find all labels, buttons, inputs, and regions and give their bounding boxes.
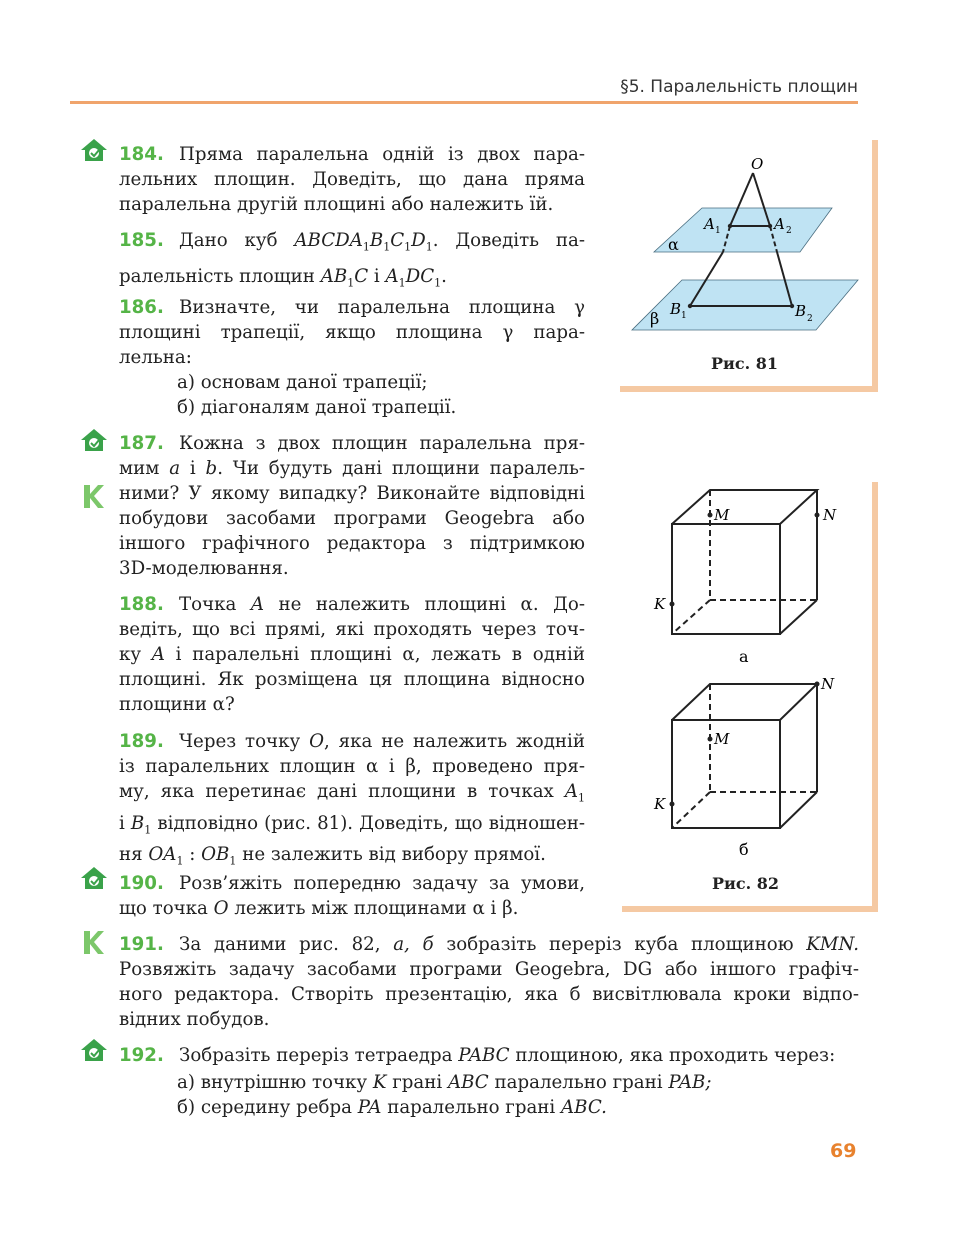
subfigure-label-b: б: [739, 840, 749, 859]
math-var: b: [205, 458, 218, 479]
math-var: A: [250, 594, 264, 615]
task-text: грані: [386, 1072, 448, 1093]
math-var: B: [369, 230, 384, 251]
task-text: Визначте, чи паралельна площина γ: [179, 297, 585, 318]
subscript: 1: [229, 854, 237, 868]
task-text: , яка не належить жодній: [323, 731, 585, 752]
task-text: і: [119, 812, 131, 834]
math-var: DC: [405, 265, 435, 287]
task-text: ними? У якому випадку? Виконайте відповідні: [119, 483, 585, 504]
task-192: [119, 1043, 859, 1120]
label-O: O: [751, 155, 764, 173]
task-text: площиною, яка проходить через:: [509, 1045, 836, 1066]
task-text: іншого графічного редактора з підтримкою: [119, 533, 585, 554]
task-text: паралельна другій площині або належить їй.: [119, 194, 554, 215]
math-var: PAB;: [668, 1072, 712, 1093]
task-number: 189.: [119, 731, 164, 752]
subfigure-label-a: а: [739, 647, 749, 666]
task-text: відних побудов.: [119, 1009, 270, 1030]
subscript: 1: [176, 854, 184, 868]
task-text: му, яка перетинає дані площини в точках: [119, 781, 554, 802]
task-text: і паралельні площині α, лежать в одній: [164, 644, 585, 665]
task-text: зобразіть переріз куба площиною: [433, 934, 807, 955]
task-text: лежить між площинами α і β.: [228, 898, 519, 919]
task-number: 190.: [119, 873, 164, 894]
subscript-2: 2: [786, 226, 792, 236]
task-text: Пряма паралельна одній із двох пара-: [179, 144, 585, 165]
math-var: OB: [201, 844, 230, 866]
task-number: 192.: [119, 1045, 164, 1066]
label-N: N: [823, 506, 837, 524]
task-text: паралельно грані: [488, 1072, 669, 1093]
task-number: 184.: [119, 144, 164, 165]
home-task-icon: [80, 138, 108, 162]
math-var: C: [390, 230, 405, 251]
label-B2: B: [795, 302, 807, 320]
task-text: лельна:: [119, 347, 192, 368]
math-var: A: [385, 265, 399, 287]
header-rule: [70, 101, 858, 104]
figure-81: [620, 140, 878, 392]
figure-82-diagram: [622, 482, 878, 912]
task-text: що точка: [119, 898, 214, 919]
task-189: [119, 729, 585, 874]
math-var: PA: [357, 1097, 382, 1118]
subscript: 1: [577, 791, 585, 805]
home-task-icon: [80, 1038, 108, 1062]
cube-b: [672, 684, 817, 828]
task-184: [119, 142, 585, 217]
computer-task-icon: [80, 928, 106, 956]
math-var: a: [169, 458, 181, 479]
task-text: б) середину ребра: [177, 1097, 358, 1118]
subscript: 1: [398, 276, 406, 290]
math-var: а, б: [393, 934, 434, 955]
label-A2: A: [774, 215, 785, 233]
task-text: Дано куб: [179, 230, 295, 251]
task-text: побудови засобами програми Geogebra або: [119, 508, 585, 529]
label-B1: B: [670, 300, 682, 318]
task-190: [119, 871, 585, 921]
task-number: 191.: [119, 934, 164, 955]
task-text: площини α?: [119, 694, 235, 715]
math-var: C: [354, 265, 369, 287]
math-var: ABC: [447, 1072, 489, 1093]
task-option-a: [177, 1070, 859, 1095]
task-text: Точка: [179, 594, 251, 615]
math-var: ABC.: [561, 1097, 607, 1118]
task-text: із паралельних площин α і β, проведено пря-: [119, 756, 585, 777]
subscript: 1: [347, 276, 355, 290]
task-186: [119, 295, 585, 420]
math-var: KMN.: [806, 934, 859, 955]
cube-a: [672, 490, 817, 634]
task-number: 187.: [119, 433, 164, 454]
task-185: 185. Дано куб $ABCDA_1B_1C_1D_1$. Доведіть па- ралельність площин $AB_1C$ і $A_1DC_1$.: [119, 230, 585, 290]
task-text: . Доведіть па-: [432, 230, 585, 251]
task-option-b: б) діагоналям даної трапеції.: [177, 397, 457, 418]
task-187: [119, 431, 585, 581]
task-text: Розв’яжіть попередню задачу за умови,: [179, 873, 585, 894]
math-var: A: [564, 781, 578, 802]
figure-81-caption: Рис. 81: [711, 354, 779, 373]
label-alpha: α: [668, 235, 679, 254]
task-text: не залежить від вибору прямої.: [236, 844, 546, 866]
computer-task-icon: [80, 482, 106, 510]
task-text: Зобразіть переріз тетраедра: [179, 1045, 459, 1066]
math-var: B: [130, 812, 145, 834]
subscript-1: 1: [681, 311, 687, 321]
page-header: [0, 0, 963, 110]
task-188: [119, 592, 585, 717]
task-text: ку: [119, 644, 152, 665]
subscript: 1: [434, 276, 442, 290]
task-number: 185.: [119, 230, 164, 251]
label-M: M: [714, 506, 730, 524]
label-K: K: [654, 595, 666, 613]
math-cube: ABCDA: [294, 230, 363, 251]
math-var: A: [151, 644, 165, 665]
math-var: PABC: [458, 1045, 510, 1066]
task-text: . Чи будуть дані площини паралель-: [217, 458, 585, 479]
figure-82: [622, 482, 878, 912]
subscript: 1: [383, 240, 391, 254]
task-text: Кожна з двох площин паралельна пря-: [179, 433, 585, 454]
task-text: ня: [119, 844, 149, 866]
task-text: площині трапеції, якщо площина γ пара-: [119, 322, 585, 343]
task-text: площині. Як розміщена ця площина відносно: [119, 669, 585, 690]
subscript: 1: [362, 240, 370, 254]
task-191: [119, 932, 859, 1032]
task-text: 3D-моделювання.: [119, 558, 289, 579]
task-text: ралельність площин: [119, 265, 321, 287]
label-N: N: [821, 675, 835, 693]
label-beta: β: [650, 309, 660, 328]
label-A1: A: [704, 215, 715, 233]
task-text: а) внутрішню точку: [177, 1072, 373, 1093]
section-title: §5. Паралельність площин: [620, 77, 858, 97]
math-var: OA: [148, 844, 177, 866]
task-option-a: а) основам даної трапеції;: [177, 372, 428, 393]
home-task-icon: [80, 866, 108, 890]
task-text: і: [180, 458, 206, 479]
task-number: 186.: [119, 297, 164, 318]
task-text: не належить площині α. До-: [263, 594, 585, 615]
home-task-icon: [80, 428, 108, 452]
math-var: D: [411, 230, 426, 251]
task-text: За даними рис. 82,: [179, 934, 394, 955]
task-text: відповідно (рис. 81). Доведіть, що відношен-: [151, 812, 585, 834]
math-var: O: [309, 731, 324, 752]
subscript: 1: [404, 240, 412, 254]
math-var: K: [372, 1072, 387, 1093]
page-number: 69: [830, 1140, 857, 1162]
task-text: паралельно грані: [381, 1097, 562, 1118]
subscript-2: 2: [807, 314, 813, 324]
task-text: ного редактора. Створіть презентацію, яка б висвітлювала кроки відпо-: [119, 984, 859, 1005]
task-text: мим: [119, 458, 170, 479]
figure-82-caption: Рис. 82: [712, 874, 780, 893]
task-number: 188.: [119, 594, 164, 615]
label-M: M: [714, 730, 730, 748]
task-text: ведіть, що всі прямі, які проходять через точ-: [119, 619, 585, 640]
math-var: AB: [320, 265, 348, 287]
task-text: Розвяжіть задачу засобами програми Geogebra, DG або іншого графіч-: [119, 959, 859, 980]
task-text: і: [368, 265, 386, 287]
math-colon: :: [183, 844, 202, 866]
task-text: лельних площин. Доведіть, що дана пряма: [119, 169, 585, 190]
task-option-b: [177, 1095, 859, 1120]
task-text: Через точку: [179, 731, 310, 752]
subscript-1: 1: [715, 226, 721, 236]
subscript: 1: [144, 823, 152, 837]
subscript: 1: [425, 240, 433, 254]
math-var: O: [213, 898, 229, 919]
label-K: K: [654, 795, 666, 813]
